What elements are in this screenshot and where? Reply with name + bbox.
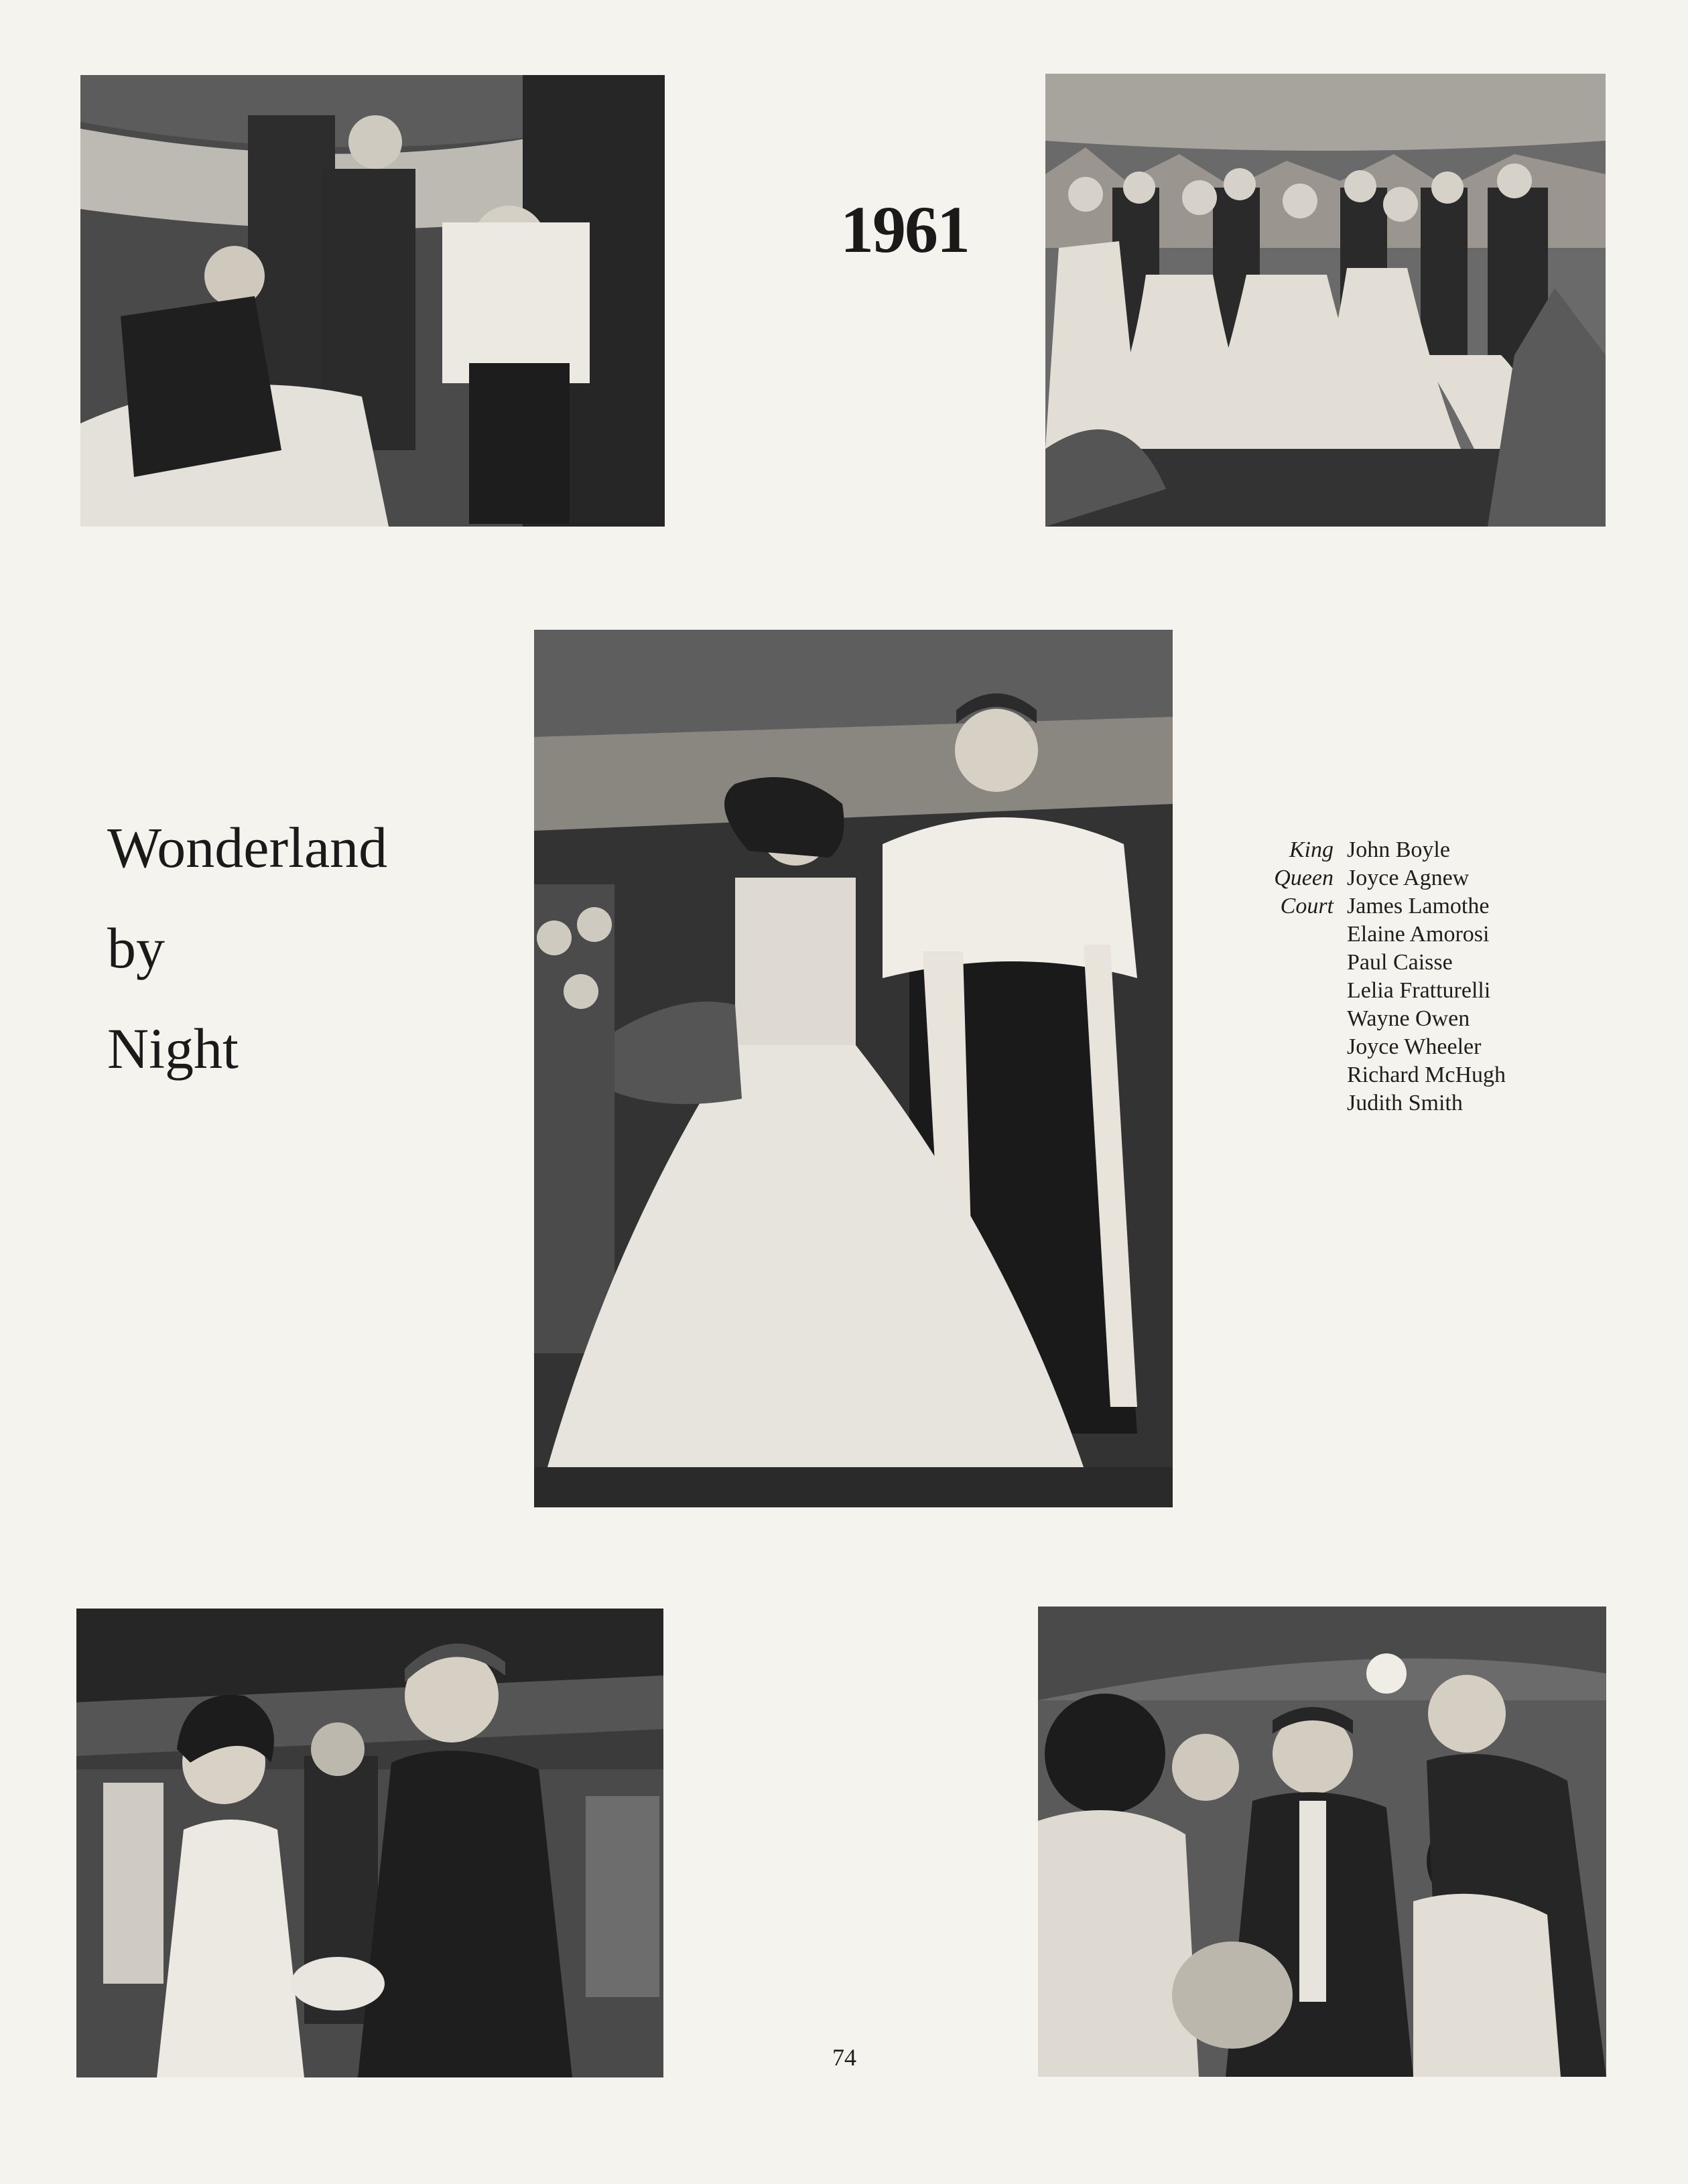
court-row	[1253, 864, 1506, 892]
court-name: James Lamothe	[1347, 894, 1490, 918]
court-row	[1253, 892, 1506, 920]
court-list	[1253, 836, 1506, 1117]
page-title	[107, 797, 387, 1099]
court-row	[1253, 1061, 1506, 1089]
court-role	[1253, 1005, 1347, 1033]
court-name: Paul Caisse	[1347, 950, 1453, 975]
court-role	[1253, 1033, 1347, 1061]
year-heading: 1961	[840, 192, 969, 267]
court-row	[1253, 977, 1506, 1005]
court-name: John Boyle	[1347, 837, 1450, 862]
court-role	[1253, 1061, 1347, 1089]
court-role: Court	[1280, 894, 1334, 918]
court-row	[1253, 949, 1506, 977]
court-row	[1253, 1033, 1506, 1061]
court-name: Joyce Agnew	[1347, 866, 1470, 890]
court-role	[1253, 949, 1347, 977]
court-name: Judith Smith	[1347, 1091, 1463, 1115]
court-role	[1253, 920, 1347, 949]
title-line-3: Night	[107, 1016, 239, 1081]
photo-royal-court	[1045, 74, 1606, 527]
court-name: Wayne Owen	[1347, 1006, 1470, 1031]
court-row	[1253, 920, 1506, 949]
title-line-2: by	[107, 916, 165, 980]
photo-king-and-queen	[534, 630, 1173, 1507]
court-name: Elaine Amorosi	[1347, 922, 1490, 947]
court-role	[1253, 1089, 1347, 1117]
court-row	[1253, 836, 1506, 864]
photo-group-conversation	[1038, 1607, 1606, 2077]
photo-couple-dancing	[76, 1609, 663, 2077]
court-name: Joyce Wheeler	[1347, 1034, 1482, 1059]
court-name: Lelia Fratturelli	[1347, 978, 1491, 1003]
court-role: Queen	[1274, 866, 1334, 890]
page-number: 74	[832, 2044, 856, 2071]
court-row	[1253, 1089, 1506, 1117]
court-role	[1253, 977, 1347, 1005]
photo-crowning	[80, 75, 665, 527]
court-row	[1253, 1005, 1506, 1033]
court-name: Richard McHugh	[1347, 1063, 1506, 1087]
court-role: King	[1289, 837, 1334, 862]
title-line-1: Wonderland	[107, 815, 388, 880]
